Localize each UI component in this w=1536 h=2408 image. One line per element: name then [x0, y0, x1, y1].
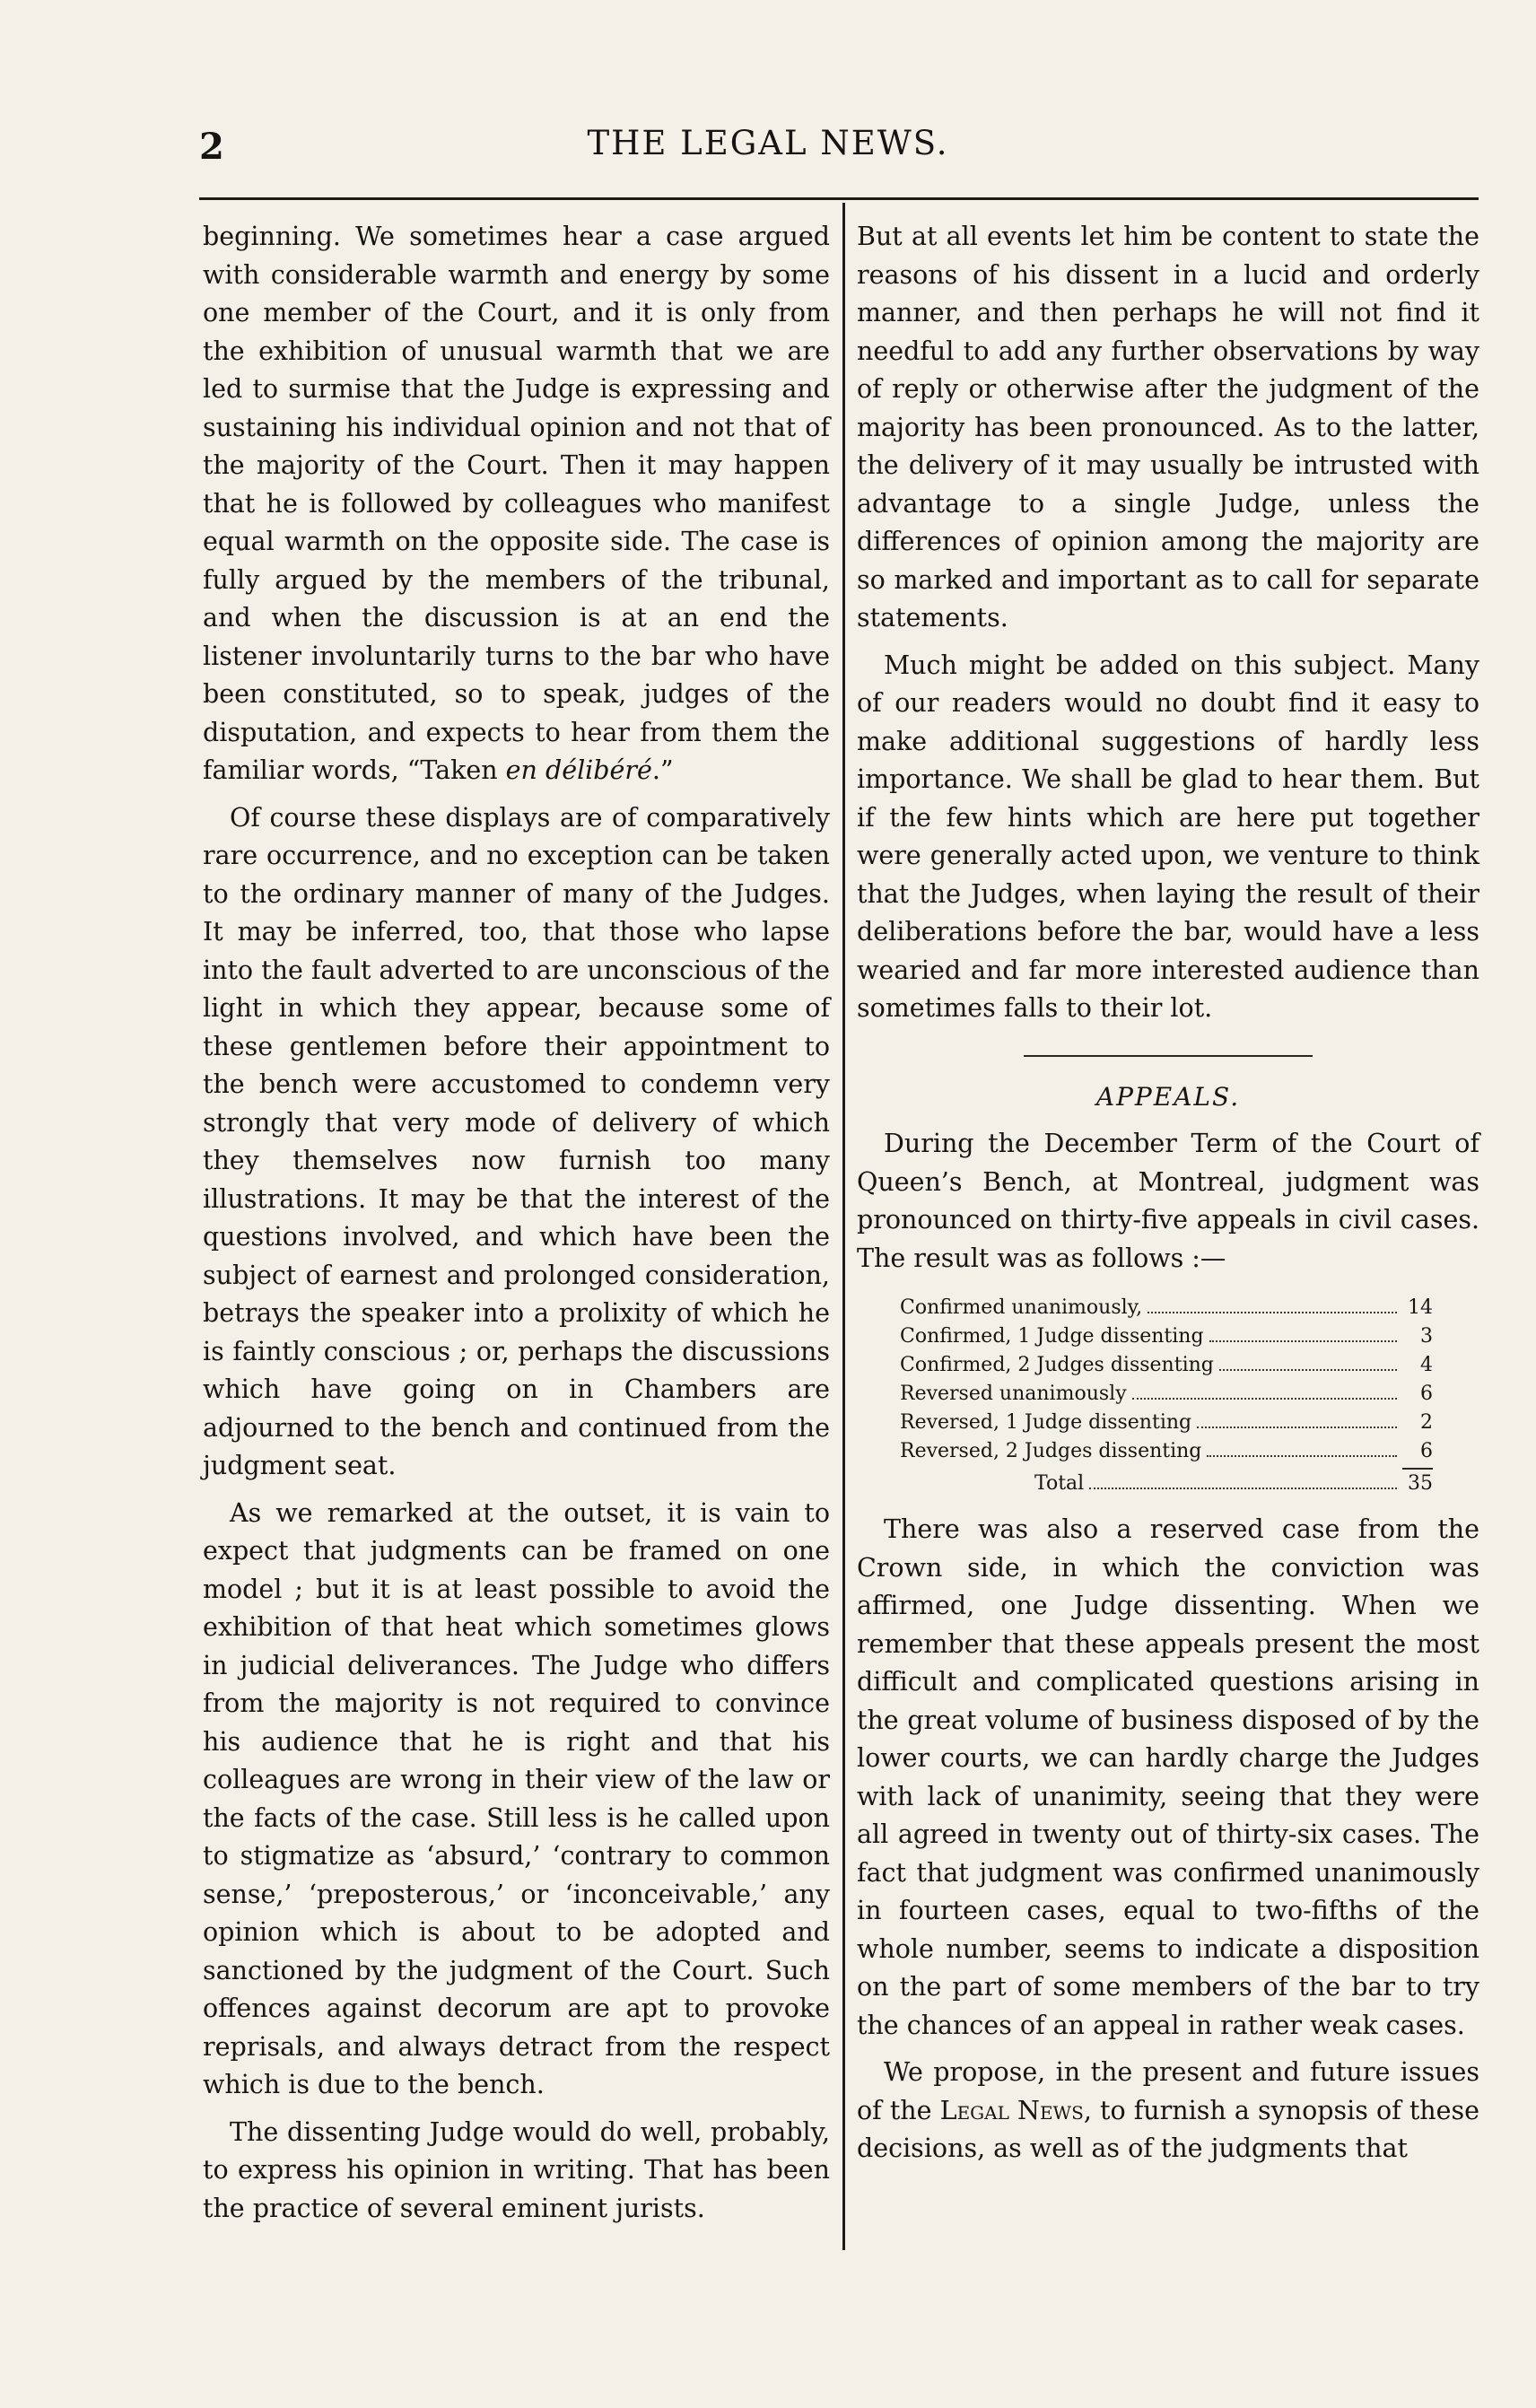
publication-name: Legal News: [939, 2095, 1084, 2125]
tally-count: 4: [1420, 1354, 1433, 1376]
tally-total-count: 35: [1408, 1472, 1433, 1495]
tally-row: [900, 1294, 1433, 1322]
tally-label: Confirmed unanimously,: [900, 1296, 1143, 1319]
right-column: [857, 218, 1479, 2168]
left-column: [203, 218, 830, 2228]
paragraph: There was also a reserved case from the Crown side, in which the conviction was affirmed, one Judge dissenting. When we remember that these appeals present the most difficult and complicated questions arising in the great volume of business disposed of by the lower courts, we can hardly charge the Judges with lack of unanimity, seeing that they were all agreed in twenty out of thirty-six cases. The fact that judgment was confirmed unanimously in fourteen cases, equal to two-fifths of the whole number, seems to indicate a disposition on the part of some members of the bar to try the chances of an appeal in rather weak cases.: [857, 1514, 1479, 2040]
section-divider: [1024, 1055, 1313, 1057]
tally-count: 3: [1420, 1325, 1433, 1348]
paragraph: During the December Term of the Court of Queen’s Bench, at Montreal, judgment was pronounced on thirty-five appeals in civil cases. The result was as follows :—: [857, 1129, 1479, 1273]
tally-row: [900, 1322, 1433, 1351]
paragraph: As we remarked at the outset, it is vain to expect that judgments can be framed on one model ; but it is at least possible to avoid the exhibition of that heat which sometimes glows in judicial deliverances. The Judge who differs from the majority is not required to convince his audience that he is right and that his colleagues are wrong in their view of the law or the facts of the case. Still less is he called upon to stigmatize as ‘absurd,’ ‘contrary to common sense,’ ‘preposterous,’ or ‘inconceivable,’ any opinion which is about to be adopted and sanctioned by the judgment of the Court. Such offences against decorum are apt to provoke reprisals, and always detract from the respect which is due to the bench.: [203, 1497, 830, 2099]
tally-label: Reversed unanimously: [900, 1383, 1127, 1405]
header-rule: [199, 197, 1479, 200]
leader-dots: [1207, 1455, 1397, 1457]
tally-count: 2: [1420, 1411, 1433, 1434]
tally-label: Reversed, 2 Judges dissenting: [900, 1440, 1202, 1462]
leader-dots: [1148, 1312, 1397, 1313]
paragraph: The dissenting Judge would do well, probably, to express his opinion in writing. That has been the practice of several eminent jurists.: [203, 2116, 830, 2223]
tally-label: Reversed, 1 Judge dissenting: [900, 1411, 1192, 1434]
column-divider: [842, 203, 845, 2250]
leader-dots: [1219, 1369, 1397, 1371]
masthead-title: THE LEGAL NEWS.: [587, 124, 949, 162]
tally-row: [900, 1437, 1433, 1466]
tally-total-label: Total: [1034, 1472, 1085, 1495]
paragraph: Of course these displays are of comparatively rare occurrence, and no exception can be taken to the ordinary manner of many of the Judges. It may be inferred, too, that those who lapse into the fault adverted to are unconscious of the light in which they appear, because some of these gentlemen before their appointment to the bench were accustomed to condemn very strongly that very mode of delivery of which they themselves now furnish too many illustrations. It may be that the interest of the questions involved, and which have been the subject of earnest and prolonged consideration, betrays the speaker into a prolixity of which he is faintly conscious ; or, perhaps the discussions which have going on in Chambers are adjourned to the bench and continued from the judgment seat.: [203, 802, 830, 1480]
leader-dots: [1209, 1340, 1397, 1342]
leader-dots: [1197, 1426, 1397, 1428]
tally-row: [900, 1380, 1433, 1409]
section-heading-appeals: APPEALS.: [1095, 1081, 1241, 1112]
tally-count: 6: [1420, 1383, 1433, 1405]
paragraph: But at all events let him be content to state the reasons of his dissent in a lucid and orderly manner, and then perhaps he will not find it needful to add any further observations by way of reply or otherwise after the judgment of the majority has been pronounced. As to the latter, the delivery of it may usually be intrusted with advantage to a single Judge, unless the differences of opinion among the majority are so marked and important as to call for separate statements.: [857, 222, 1479, 633]
tally-row: [900, 1351, 1433, 1380]
tally-total-row: [1034, 1470, 1433, 1498]
paragraph: Much might be added on this subject. Many of our readers would no doubt find it easy to make additional suggestions of hardly less importance. We shall be glad to hear them. But if the few hints which are here put together were generally acted upon, we venture to think that the Judges, when laying the result of their deliberations before the bar, would have a less wearied and far more interested audience than sometimes falls to their lot.: [857, 650, 1479, 1023]
italic-phrase: en délibéré: [505, 755, 652, 785]
appeals-tally-table: [900, 1294, 1433, 1498]
paragraph: We propose, in the present and future issues of the Legal News, to furnish a synopsis of these decisions, as well as of the judgments that: [857, 2057, 1479, 2163]
paragraph: beginning. We sometimes hear a case argued with considerable warmth and energy by some one member of the Court, and it is only from the exhibition of unusual warmth that we are led to surmise that the Judge is expressing and sustaining his individual opinion and not that of the majority of the Court. Then it may happen that he is followed by colleagues who manifest equal warmth on the opposite side. The case is fully argued by the members of the tribunal, and when the discussion is at an end the listener involuntarily turns to the bar who have been constituted, so to speak, judges of the disputation, and expects to hear from them the familiar words, “Taken en délibéré.”: [203, 222, 830, 785]
tally-label: Confirmed, 2 Judges dissenting: [900, 1354, 1214, 1376]
page-number: 2: [199, 126, 224, 168]
tally-count: 14: [1408, 1296, 1433, 1319]
tally-count: 6: [1420, 1440, 1433, 1462]
leader-dots: [1132, 1398, 1397, 1400]
tally-row: [900, 1409, 1433, 1437]
tally-label: Confirmed, 1 Judge dissenting: [900, 1325, 1204, 1348]
leader-dots: [1089, 1488, 1397, 1489]
